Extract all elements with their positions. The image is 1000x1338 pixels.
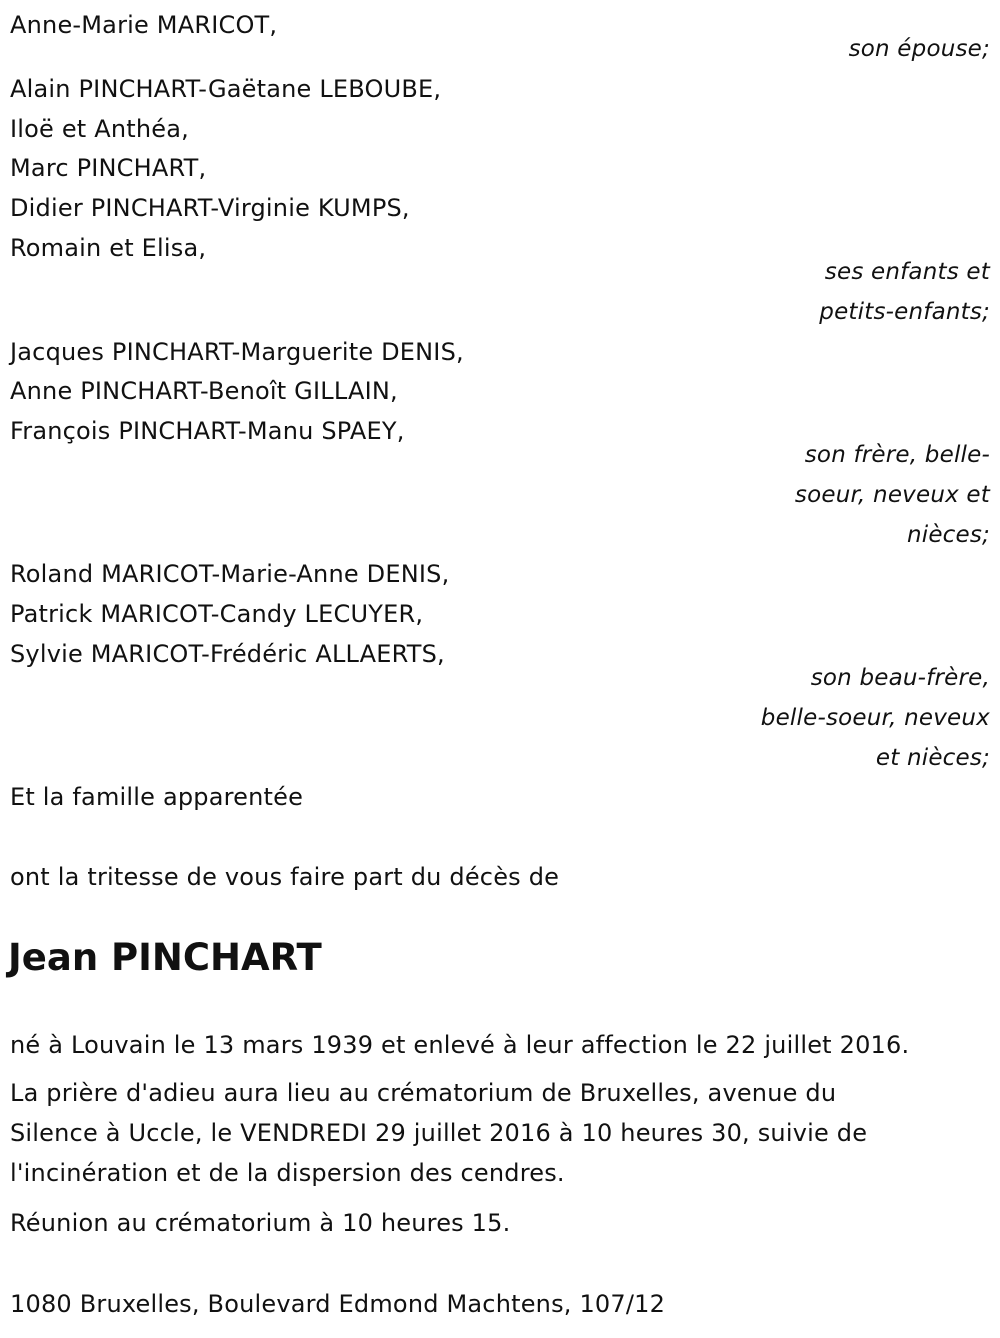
extended-family: Et la famille apparentée <box>10 783 304 811</box>
in-law-line-3: Sylvie MARICOT-Frédéric ALLAERTS, <box>10 640 445 668</box>
address-text: 1080 Bruxelles, Boulevard Edmond Machtens, 107/12 <box>10 1290 666 1318</box>
child-line-2: Iloë et Anthéa, <box>10 115 189 143</box>
sibling-line-2: Anne PINCHART-Benoît GILLAIN, <box>10 377 398 405</box>
sibling-line-1: Jacques PINCHART-Marguerite DENIS, <box>10 338 464 366</box>
children-relation-line-2: petits-enfants; <box>819 299 990 325</box>
sibling-line-3: François PINCHART-Manu SPAEY, <box>10 417 405 445</box>
in-law-line-1: Roland MARICOT-Marie-Anne DENIS, <box>10 560 450 588</box>
siblings-relation-line-3: nièces; <box>906 522 990 548</box>
child-line-1: Alain PINCHART-Gaëtane LEBOUBE, <box>10 75 442 103</box>
in-law-line-2: Patrick MARICOT-Candy LECUYER, <box>10 600 424 628</box>
siblings-relation-line-2: soeur, neveux et <box>794 482 990 508</box>
gathering-text: Réunion au crématorium à 10 heures 15. <box>10 1209 511 1237</box>
spouse-relation: son épouse; <box>848 36 990 62</box>
in-laws-relation-line-2: belle-soeur, neveux <box>760 705 990 731</box>
siblings-relation-line-1: son frère, belle- <box>804 442 990 468</box>
child-line-5: Romain et Elisa, <box>10 234 207 262</box>
in-laws-relation-line-1: son beau-frère, <box>810 665 990 691</box>
child-line-3: Marc PINCHART, <box>10 154 207 182</box>
ceremony-line-1: La prière d'adieu aura lieu au crématorium de Bruxelles, avenue du <box>10 1079 837 1107</box>
spouse-name: Anne-Marie MARICOT, <box>10 11 278 39</box>
child-line-4: Didier PINCHART-Virginie KUMPS, <box>10 194 410 222</box>
announcement-text: ont la tritesse de vous faire part du décès de <box>10 863 560 891</box>
ceremony-line-2: Silence à Uccle, le VENDREDI 29 juillet 2016 à 10 heures 30, suivie de <box>10 1119 868 1147</box>
in-laws-relation-line-3: et nièces; <box>875 745 990 771</box>
deceased-name: Jean PINCHART <box>8 936 322 979</box>
birth-death-text: né à Louvain le 13 mars 1939 et enlevé à leur affection le 22 juillet 2016. <box>10 1031 910 1059</box>
ceremony-line-3: l'incinération et de la dispersion des cendres. <box>10 1159 565 1187</box>
children-relation-line-1: ses enfants et <box>824 259 990 285</box>
